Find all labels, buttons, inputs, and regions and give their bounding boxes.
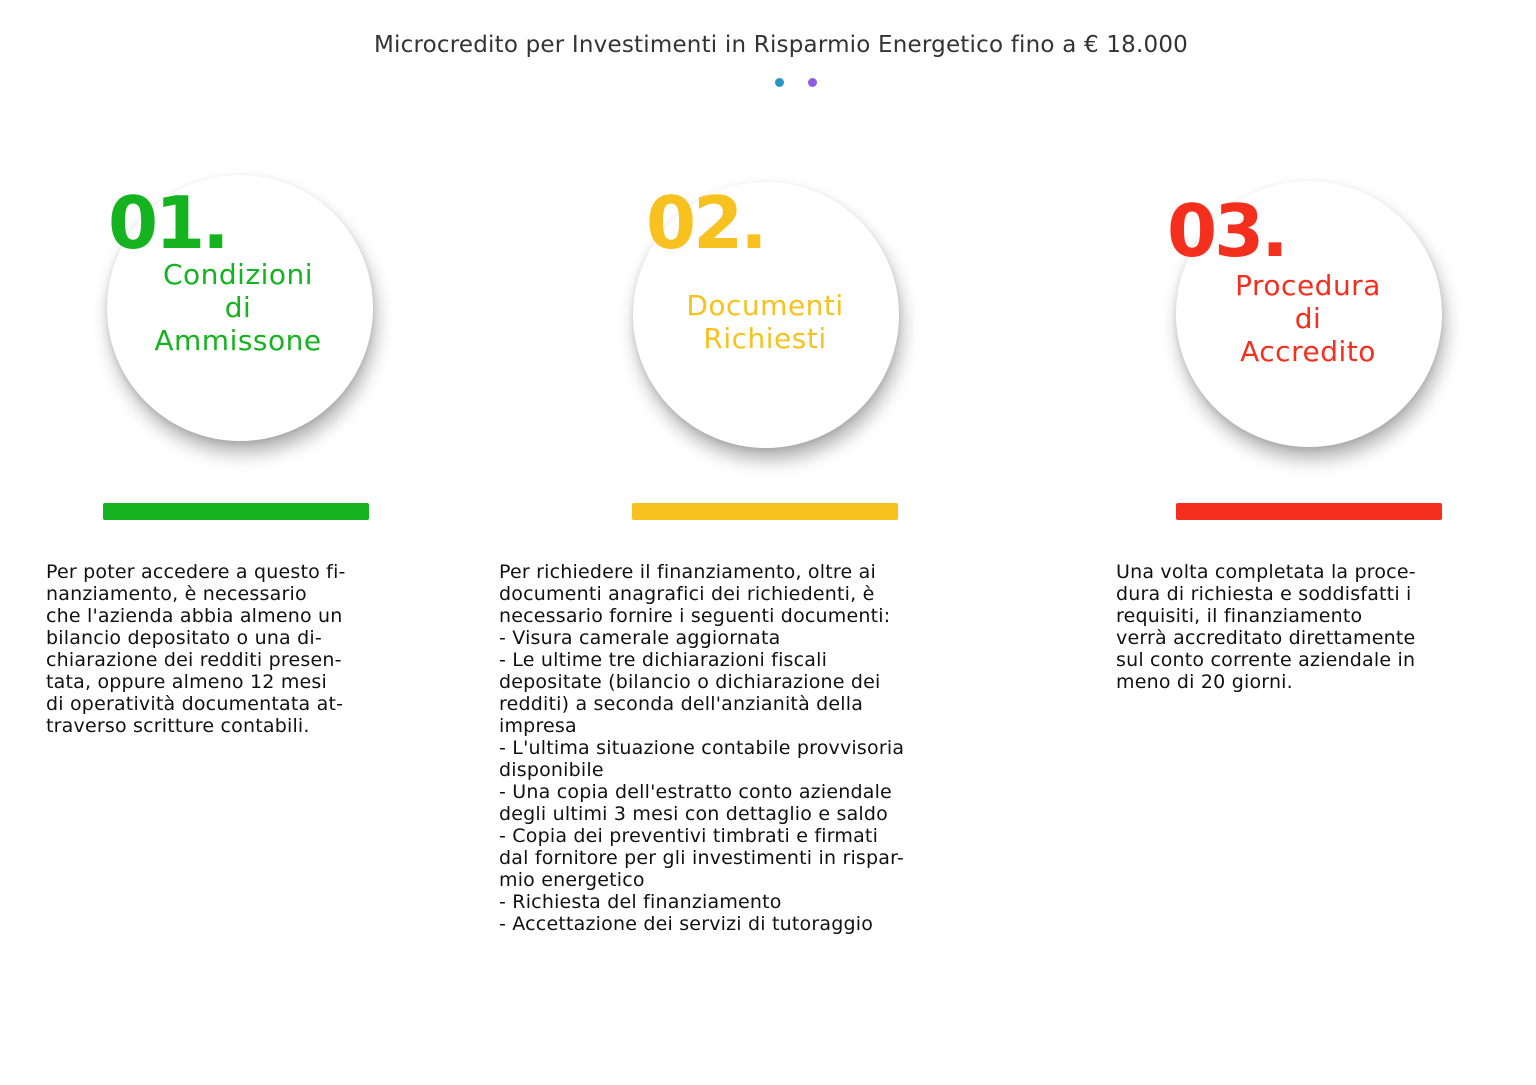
step-1-number: 01. [108,181,227,265]
step-2-color-bar [632,503,898,520]
step-3-title [1158,269,1458,368]
step-2-title [615,289,915,355]
step-1-description: Per poter accedere a questo fi- nanziamento, è necessario che l'azienda abbia almeno un bilancio depositato o una di- chiarazione dei redditi presen- tata, oppure almeno 12 mesi di operatività documentata at- traverso scritture contabili. [46,561,346,737]
step-2-number: 02. [646,181,765,265]
step-2-title-line: Richiesti [703,322,827,355]
decorative-dots [775,78,820,88]
step-3-title-line: Accredito [1240,335,1376,368]
step-3-title-line: di [1294,302,1322,335]
dot-purple [808,78,817,87]
step-3-number: 03. [1167,189,1286,273]
step-1-color-bar [103,503,369,520]
step-2-description: Per richiedere il finanziamento, oltre ai documenti anagrafici dei richiedenti, è necessario fornire i seguenti documenti: - Visura camerale aggiornata - Le ultime tre dichiarazioni fiscali depositate (bilancio o dichiarazione dei redditi) a seconda dell'anzianità della impresa - L'ultima situazione contabile provvisoria disponibile - Una copia dell'estratto conto aziendale degli ultimi 3 mesi con dettaglio e saldo - Copia dei preventivi timbrati e firmati dal fornitore per gli investimenti in rispar- mio energetico - Richiesta del finanziamento - Accettazione dei servizi di tutoraggio [499,561,905,935]
step-3-description: Una volta completata la proce- dura di richiesta e soddisfatti i requisiti, il finanziamento verrà accreditato direttamente sul conto corrente aziendale in meno di 20 giorni. [1116,561,1416,693]
step-1-title-line: Ammissone [154,324,322,357]
step-3-color-bar [1176,503,1442,520]
page-title: Microcredito per Investimenti in Risparmio Energetico fino a € 18.000 [373,32,1189,58]
step-1-title [88,258,388,357]
step-2-title-line: Documenti [686,289,844,322]
dot-blue [775,78,784,87]
step-1-title-line: di [224,291,252,324]
step-1-title-line: Condizioni [162,258,314,291]
step-3-title-line: Procedura [1235,269,1381,302]
